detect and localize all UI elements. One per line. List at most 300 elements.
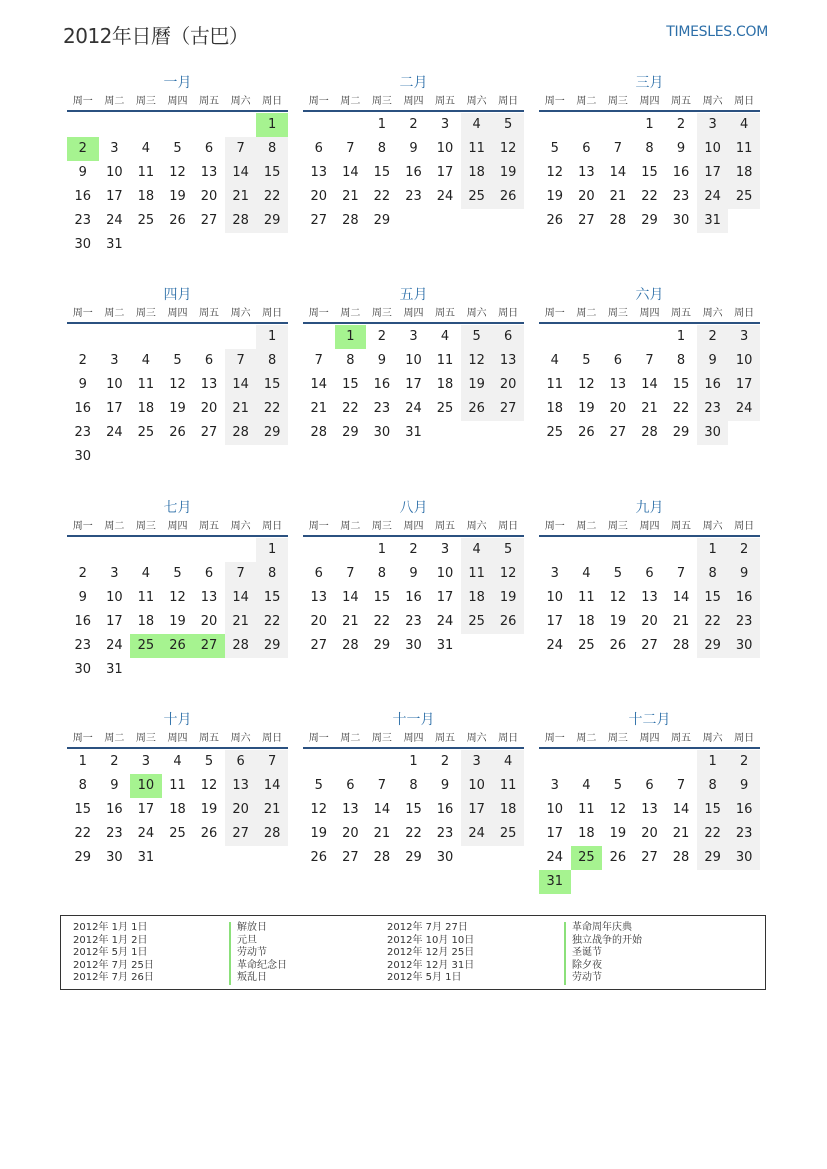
day-cell[interactable]: 30 [728,634,760,658]
day-cell[interactable]: 2 [377,329,387,344]
day-cell[interactable]: 2 [78,353,87,368]
day-cell[interactable]: 27 [641,638,658,653]
day-cell[interactable]: 15 [373,165,391,180]
day-cell[interactable]: 29 [342,425,359,440]
day-cell[interactable]: 25 [492,822,524,846]
day-cell[interactable]: 14 [310,377,328,392]
day-cell[interactable]: 23 [106,826,123,841]
day-cell[interactable]: 25 [546,425,564,440]
day-cell[interactable]: 25 [137,213,155,228]
day-cell[interactable]: 18 [169,802,186,817]
day-cell[interactable]: 4 [141,566,151,581]
day-cell[interactable]: 20 [310,614,328,629]
day-cell[interactable]: 6 [582,141,591,156]
day-cell[interactable]: 10 [106,590,123,605]
day-cell[interactable]: 1 [676,329,686,344]
day-cell[interactable]: 16 [405,165,422,180]
day-cell[interactable]: 27 [200,213,218,228]
day-cell[interactable]: 13 [310,590,328,605]
day-cell[interactable]: 19 [609,826,627,841]
day-cell[interactable]: 4 [141,353,151,368]
day-cell[interactable]: 19 [546,189,564,204]
day-cell[interactable]: 19 [492,586,524,610]
day-cell[interactable]: 15 [697,586,729,610]
day-cell[interactable]: 16 [373,377,391,392]
day-cell[interactable]: 24 [106,425,123,440]
day-cell[interactable]: 14 [342,590,359,605]
day-cell[interactable]: 28 [310,425,328,440]
holiday-day-cell[interactable]: 25 [571,846,603,870]
day-cell[interactable]: 25 [578,638,595,653]
day-cell[interactable]: 27 [492,397,524,421]
day-cell[interactable]: 23 [405,614,422,629]
day-cell[interactable]: 29 [74,850,92,865]
day-cell[interactable]: 1 [697,750,729,774]
day-cell[interactable]: 13 [200,165,218,180]
holiday-day-cell[interactable]: 25 [130,634,162,658]
day-cell[interactable]: 16 [405,590,422,605]
day-cell[interactable]: 17 [137,802,155,817]
day-cell[interactable]: 1 [377,117,387,132]
day-cell[interactable]: 12 [492,562,524,586]
day-cell[interactable]: 7 [314,353,323,368]
day-cell[interactable]: 16 [728,798,760,822]
day-cell[interactable]: 9 [377,353,387,368]
day-cell[interactable]: 10 [106,377,123,392]
day-cell[interactable]: 11 [578,802,595,817]
day-cell[interactable]: 21 [225,610,257,634]
day-cell[interactable]: 11 [461,562,493,586]
day-cell[interactable]: 26 [200,826,218,841]
day-cell[interactable]: 2 [728,750,760,774]
day-cell[interactable]: 22 [697,610,729,634]
day-cell[interactable]: 17 [405,377,422,392]
day-cell[interactable]: 9 [697,349,729,373]
day-cell[interactable]: 12 [546,165,564,180]
day-cell[interactable]: 13 [578,165,595,180]
day-cell[interactable]: 30 [405,638,422,653]
day-cell[interactable]: 12 [169,590,186,605]
day-cell[interactable]: 29 [256,421,288,445]
day-cell[interactable]: 27 [578,213,595,228]
day-cell[interactable]: 8 [78,778,87,793]
day-cell[interactable]: 8 [409,778,418,793]
day-cell[interactable]: 31 [405,425,422,440]
day-cell[interactable]: 27 [310,638,328,653]
day-cell[interactable]: 20 [200,189,218,204]
day-cell[interactable]: 20 [641,614,658,629]
day-cell[interactable]: 22 [697,822,729,846]
day-cell[interactable]: 5 [173,566,182,581]
day-cell[interactable]: 11 [461,137,493,161]
day-cell[interactable]: 17 [436,165,454,180]
day-cell[interactable]: 18 [546,401,564,416]
day-cell[interactable]: 28 [342,213,359,228]
holiday-day-cell[interactable]: 1 [335,325,367,349]
day-cell[interactable]: 28 [225,421,257,445]
day-cell[interactable]: 12 [461,349,493,373]
day-cell[interactable]: 1 [409,754,418,769]
day-cell[interactable]: 23 [74,638,92,653]
day-cell[interactable]: 9 [728,774,760,798]
day-cell[interactable]: 12 [609,590,627,605]
day-cell[interactable]: 28 [342,638,359,653]
day-cell[interactable]: 26 [546,213,564,228]
day-cell[interactable]: 4 [440,329,450,344]
day-cell[interactable]: 12 [169,377,186,392]
day-cell[interactable]: 30 [697,421,729,445]
day-cell[interactable]: 15 [641,165,658,180]
day-cell[interactable]: 1 [697,538,729,562]
day-cell[interactable]: 23 [373,401,391,416]
day-cell[interactable]: 27 [641,850,658,865]
day-cell[interactable]: 16 [436,802,454,817]
day-cell[interactable]: 22 [672,401,690,416]
day-cell[interactable]: 6 [346,778,355,793]
day-cell[interactable]: 24 [405,401,422,416]
day-cell[interactable]: 5 [461,325,493,349]
day-cell[interactable]: 12 [310,802,328,817]
day-cell[interactable]: 27 [200,425,218,440]
day-cell[interactable]: 8 [697,774,729,798]
day-cell[interactable]: 18 [578,614,595,629]
day-cell[interactable]: 29 [672,425,690,440]
day-cell[interactable]: 30 [728,846,760,870]
day-cell[interactable]: 12 [609,802,627,817]
day-cell[interactable]: 9 [676,141,686,156]
day-cell[interactable]: 10 [461,774,493,798]
day-cell[interactable]: 21 [373,826,391,841]
day-cell[interactable]: 5 [204,754,214,769]
day-cell[interactable]: 23 [697,397,729,421]
day-cell[interactable]: 16 [74,401,92,416]
day-cell[interactable]: 24 [697,185,729,209]
day-cell[interactable]: 11 [169,778,186,793]
day-cell[interactable]: 29 [373,638,391,653]
day-cell[interactable]: 12 [169,165,186,180]
day-cell[interactable]: 3 [141,754,151,769]
day-cell[interactable]: 17 [106,189,123,204]
day-cell[interactable]: 3 [550,778,559,793]
day-cell[interactable]: 22 [256,397,288,421]
day-cell[interactable]: 4 [141,141,151,156]
day-cell[interactable]: 20 [310,189,328,204]
day-cell[interactable]: 22 [405,826,422,841]
day-cell[interactable]: 28 [256,822,288,846]
day-cell[interactable]: 8 [377,141,387,156]
day-cell[interactable]: 15 [697,798,729,822]
day-cell[interactable]: 10 [436,141,454,156]
day-cell[interactable]: 9 [409,141,418,156]
day-cell[interactable]: 6 [225,750,257,774]
day-cell[interactable]: 24 [546,638,564,653]
day-cell[interactable]: 21 [342,614,359,629]
day-cell[interactable]: 7 [676,778,686,793]
day-cell[interactable]: 19 [578,401,595,416]
day-cell[interactable]: 14 [672,590,690,605]
day-cell[interactable]: 14 [256,774,288,798]
day-cell[interactable]: 13 [200,590,218,605]
day-cell[interactable]: 26 [169,213,186,228]
day-cell[interactable]: 6 [204,566,214,581]
day-cell[interactable]: 28 [641,425,658,440]
day-cell[interactable]: 10 [546,802,564,817]
day-cell[interactable]: 24 [137,826,155,841]
day-cell[interactable]: 25 [137,425,155,440]
day-cell[interactable]: 4 [173,754,182,769]
day-cell[interactable]: 6 [314,141,323,156]
day-cell[interactable]: 27 [225,822,257,846]
day-cell[interactable]: 27 [310,213,328,228]
day-cell[interactable]: 15 [342,377,359,392]
day-cell[interactable]: 9 [728,562,760,586]
day-cell[interactable]: 31 [137,850,155,865]
day-cell[interactable]: 29 [256,209,288,233]
day-cell[interactable]: 18 [461,586,493,610]
day-cell[interactable]: 19 [200,802,218,817]
day-cell[interactable]: 1 [256,325,288,349]
day-cell[interactable]: 14 [342,165,359,180]
day-cell[interactable]: 29 [373,213,391,228]
day-cell[interactable]: 10 [106,165,123,180]
day-cell[interactable]: 1 [377,542,387,557]
day-cell[interactable]: 10 [697,137,729,161]
day-cell[interactable]: 13 [609,377,627,392]
day-cell[interactable]: 30 [672,213,690,228]
day-cell[interactable]: 30 [373,425,391,440]
day-cell[interactable]: 22 [373,189,391,204]
day-cell[interactable]: 12 [200,778,218,793]
day-cell[interactable]: 4 [550,353,559,368]
day-cell[interactable]: 11 [728,137,760,161]
day-cell[interactable]: 6 [492,325,524,349]
day-cell[interactable]: 5 [550,141,559,156]
day-cell[interactable]: 13 [310,165,328,180]
day-cell[interactable]: 19 [169,614,186,629]
day-cell[interactable]: 7 [645,353,654,368]
day-cell[interactable]: 16 [74,189,92,204]
day-cell[interactable]: 22 [256,185,288,209]
day-cell[interactable]: 3 [409,329,418,344]
day-cell[interactable]: 20 [200,614,218,629]
day-cell[interactable]: 2 [409,117,418,132]
day-cell[interactable]: 16 [672,165,690,180]
day-cell[interactable]: 5 [613,566,623,581]
day-cell[interactable]: 1 [78,754,87,769]
day-cell[interactable]: 18 [461,161,493,185]
holiday-day-cell[interactable]: 26 [162,634,194,658]
day-cell[interactable]: 10 [405,353,422,368]
day-cell[interactable]: 18 [492,798,524,822]
day-cell[interactable]: 28 [225,209,257,233]
day-cell[interactable]: 20 [342,826,359,841]
day-cell[interactable]: 25 [461,610,493,634]
holiday-day-cell[interactable]: 10 [130,774,162,798]
day-cell[interactable]: 5 [492,113,524,137]
day-cell[interactable]: 18 [578,826,595,841]
day-cell[interactable]: 6 [645,566,654,581]
day-cell[interactable]: 13 [641,802,658,817]
holiday-day-cell[interactable]: 31 [539,870,571,894]
day-cell[interactable]: 20 [641,826,658,841]
day-cell[interactable]: 11 [546,377,564,392]
day-cell[interactable]: 7 [346,566,355,581]
day-cell[interactable]: 2 [78,566,87,581]
day-cell[interactable]: 30 [436,850,454,865]
day-cell[interactable]: 26 [169,425,186,440]
day-cell[interactable]: 19 [461,373,493,397]
day-cell[interactable]: 9 [110,778,119,793]
day-cell[interactable]: 19 [492,161,524,185]
day-cell[interactable]: 21 [342,189,359,204]
day-cell[interactable]: 28 [672,638,690,653]
day-cell[interactable]: 3 [110,566,119,581]
holiday-day-cell[interactable]: 1 [256,113,288,137]
day-cell[interactable]: 23 [436,826,454,841]
day-cell[interactable]: 21 [225,185,257,209]
day-cell[interactable]: 24 [546,850,564,865]
day-cell[interactable]: 10 [728,349,760,373]
site-link[interactable]: TIMESLES.COM [666,24,768,40]
day-cell[interactable]: 22 [342,401,359,416]
day-cell[interactable]: 17 [546,826,564,841]
day-cell[interactable]: 4 [492,750,524,774]
day-cell[interactable]: 24 [461,822,493,846]
day-cell[interactable]: 24 [436,189,454,204]
day-cell[interactable]: 20 [492,373,524,397]
day-cell[interactable]: 8 [377,566,387,581]
day-cell[interactable]: 6 [645,778,654,793]
day-cell[interactable]: 24 [106,638,123,653]
day-cell[interactable]: 28 [225,634,257,658]
day-cell[interactable]: 2 [676,117,686,132]
day-cell[interactable]: 18 [137,614,155,629]
day-cell[interactable]: 20 [609,401,627,416]
day-cell[interactable]: 13 [200,377,218,392]
day-cell[interactable]: 7 [346,141,355,156]
day-cell[interactable]: 15 [256,373,288,397]
day-cell[interactable]: 1 [256,538,288,562]
day-cell[interactable]: 3 [110,353,119,368]
day-cell[interactable]: 11 [137,165,155,180]
day-cell[interactable]: 15 [256,161,288,185]
day-cell[interactable]: 11 [492,774,524,798]
day-cell[interactable]: 14 [225,373,257,397]
day-cell[interactable]: 21 [641,401,658,416]
day-cell[interactable]: 16 [697,373,729,397]
day-cell[interactable]: 17 [436,590,454,605]
day-cell[interactable]: 26 [609,638,627,653]
day-cell[interactable]: 30 [74,662,92,677]
day-cell[interactable]: 17 [546,614,564,629]
day-cell[interactable]: 16 [74,614,92,629]
day-cell[interactable]: 16 [106,802,123,817]
day-cell[interactable]: 6 [314,566,323,581]
day-cell[interactable]: 16 [728,586,760,610]
day-cell[interactable]: 15 [256,586,288,610]
day-cell[interactable]: 26 [492,610,524,634]
day-cell[interactable]: 11 [436,353,454,368]
day-cell[interactable]: 9 [78,590,87,605]
day-cell[interactable]: 23 [728,610,760,634]
day-cell[interactable]: 29 [405,850,422,865]
day-cell[interactable]: 30 [106,850,123,865]
day-cell[interactable]: 18 [436,377,454,392]
day-cell[interactable]: 19 [609,614,627,629]
day-cell[interactable]: 18 [137,401,155,416]
day-cell[interactable]: 8 [697,562,729,586]
day-cell[interactable]: 19 [169,401,186,416]
day-cell[interactable]: 28 [609,213,627,228]
day-cell[interactable]: 9 [78,377,87,392]
day-cell[interactable]: 20 [225,798,257,822]
day-cell[interactable]: 29 [641,213,658,228]
day-cell[interactable]: 28 [373,850,391,865]
day-cell[interactable]: 8 [676,353,686,368]
day-cell[interactable]: 28 [672,850,690,865]
day-cell[interactable]: 5 [492,538,524,562]
day-cell[interactable]: 2 [697,325,729,349]
day-cell[interactable]: 29 [697,634,729,658]
day-cell[interactable]: 13 [225,774,257,798]
day-cell[interactable]: 25 [728,185,760,209]
day-cell[interactable]: 29 [697,846,729,870]
day-cell[interactable]: 22 [74,826,92,841]
day-cell[interactable]: 5 [314,778,323,793]
day-cell[interactable]: 21 [256,798,288,822]
day-cell[interactable]: 9 [409,566,418,581]
day-cell[interactable]: 3 [728,325,760,349]
day-cell[interactable]: 3 [440,117,450,132]
holiday-day-cell[interactable]: 2 [67,137,99,161]
holiday-day-cell[interactable]: 27 [193,634,225,658]
day-cell[interactable]: 3 [697,113,729,137]
day-cell[interactable]: 31 [106,662,123,677]
day-cell[interactable]: 15 [405,802,422,817]
day-cell[interactable]: 21 [672,826,690,841]
day-cell[interactable]: 21 [609,189,627,204]
day-cell[interactable]: 7 [225,562,257,586]
day-cell[interactable]: 14 [641,377,658,392]
day-cell[interactable]: 5 [582,353,591,368]
day-cell[interactable]: 4 [582,566,591,581]
day-cell[interactable]: 31 [106,237,123,252]
day-cell[interactable]: 26 [310,850,328,865]
day-cell[interactable]: 3 [110,141,119,156]
day-cell[interactable]: 23 [728,822,760,846]
day-cell[interactable]: 24 [106,213,123,228]
day-cell[interactable]: 26 [578,425,595,440]
day-cell[interactable]: 2 [440,754,450,769]
day-cell[interactable]: 18 [728,161,760,185]
day-cell[interactable]: 12 [492,137,524,161]
day-cell[interactable]: 18 [137,189,155,204]
day-cell[interactable]: 22 [256,610,288,634]
day-cell[interactable]: 8 [256,137,288,161]
day-cell[interactable]: 3 [550,566,559,581]
day-cell[interactable]: 27 [342,850,359,865]
day-cell[interactable]: 3 [440,542,450,557]
day-cell[interactable]: 11 [137,590,155,605]
day-cell[interactable]: 25 [169,826,186,841]
day-cell[interactable]: 2 [409,542,418,557]
day-cell[interactable]: 20 [578,189,595,204]
day-cell[interactable]: 8 [346,353,355,368]
day-cell[interactable]: 5 [173,141,182,156]
day-cell[interactable]: 12 [578,377,595,392]
day-cell[interactable]: 14 [672,802,690,817]
day-cell[interactable]: 14 [225,161,257,185]
